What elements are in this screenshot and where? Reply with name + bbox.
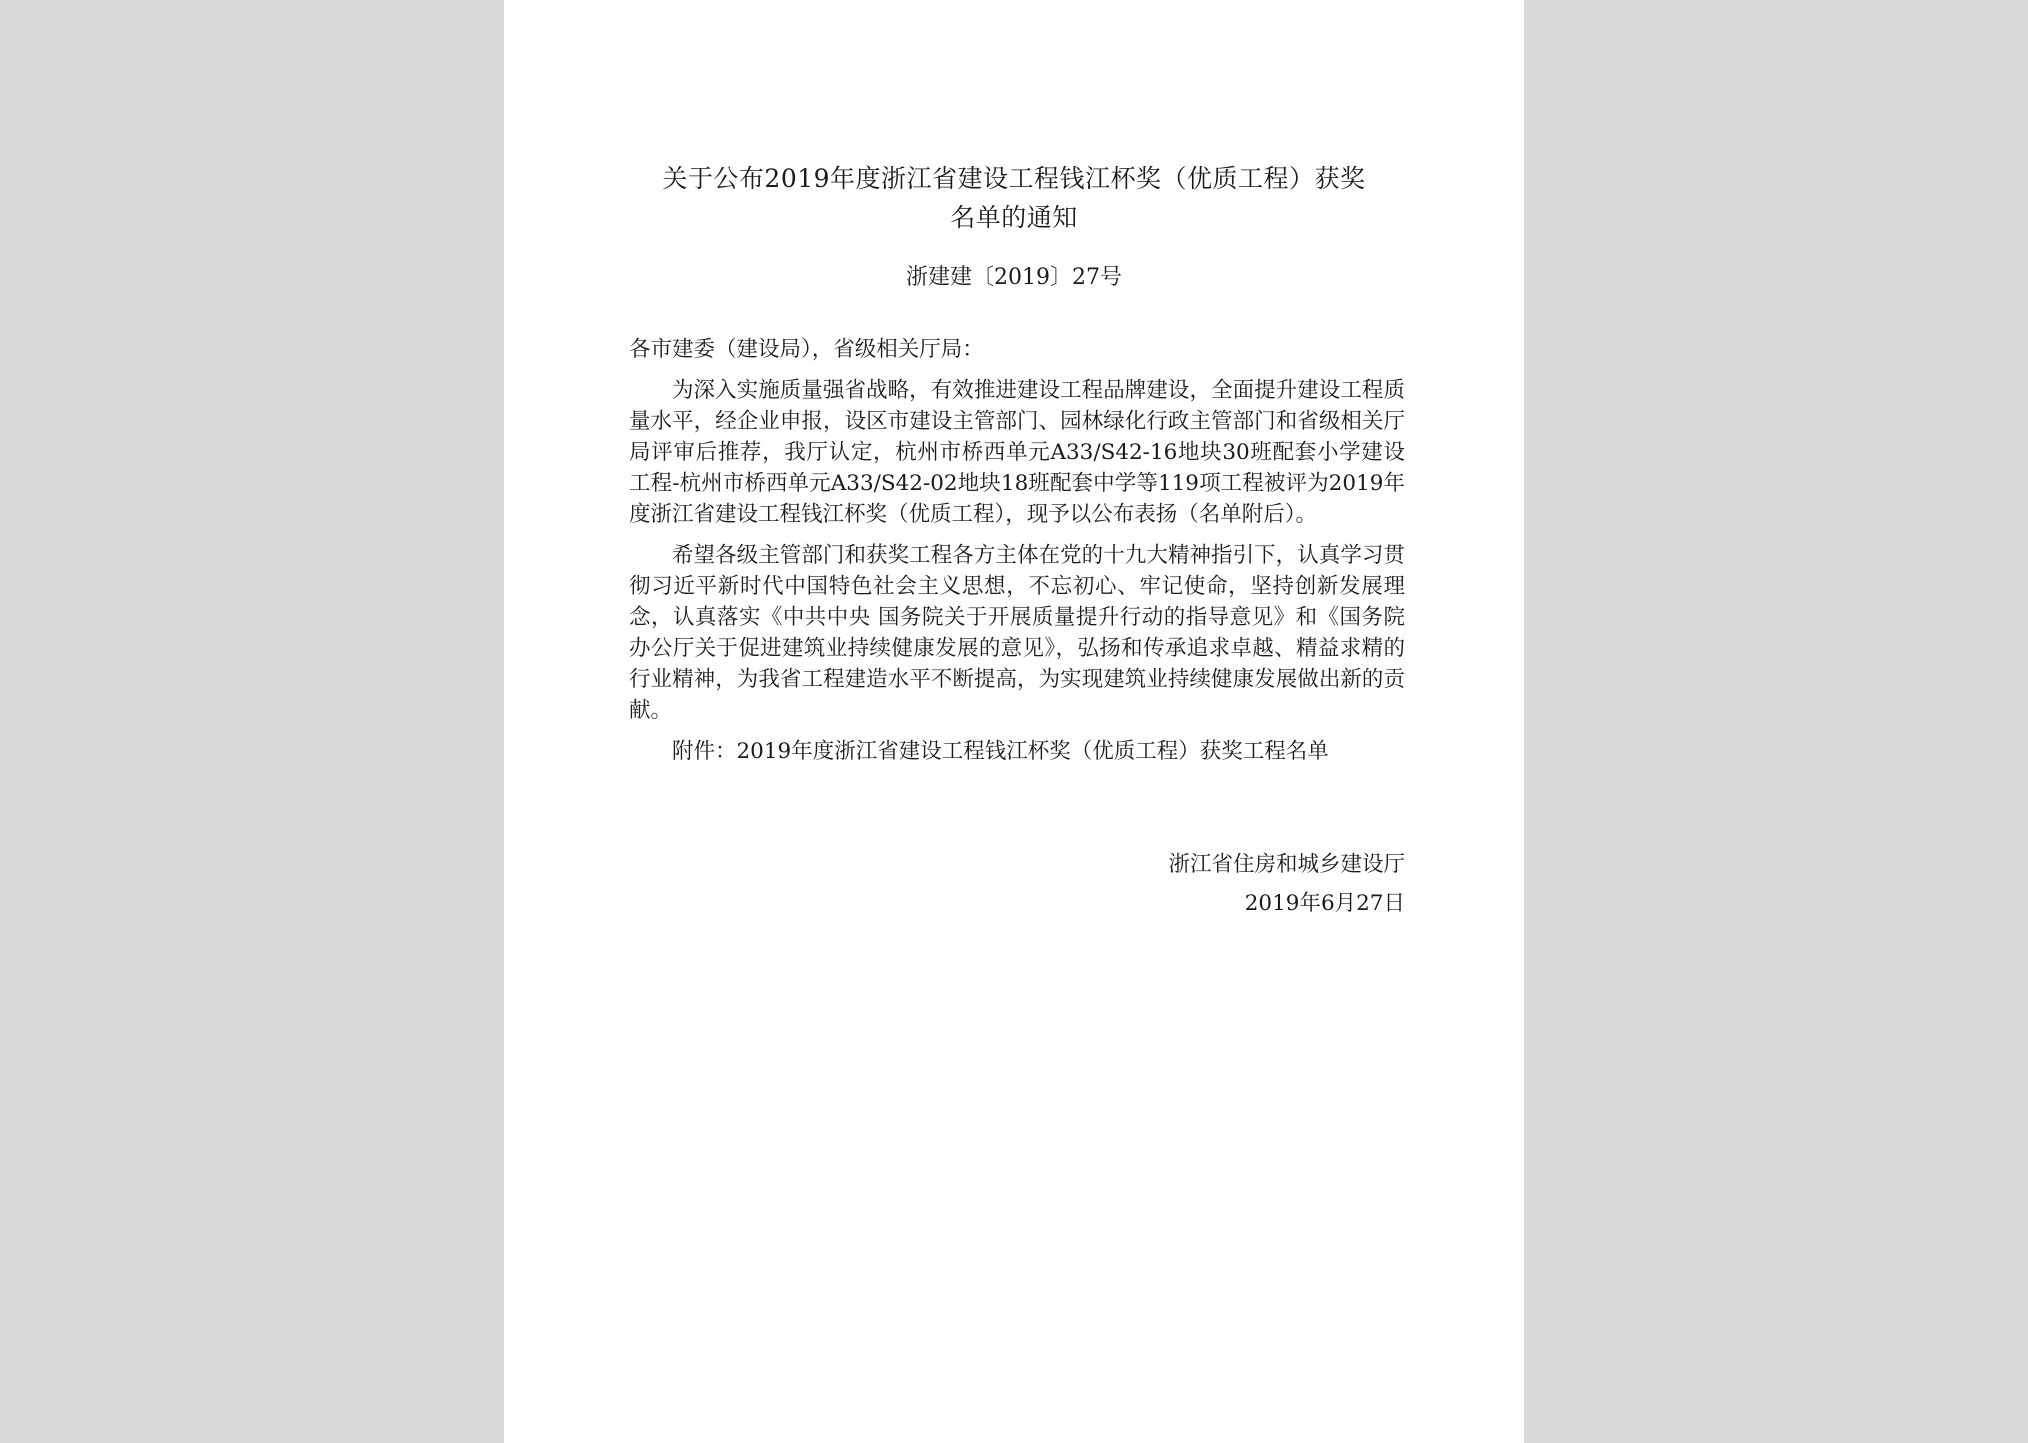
title-line-1: 关于公布2019年度浙江省建设工程钱江杯奖（优质工程）获奖 [662,164,1366,193]
attachment-note: 附件：2019年度浙江省建设工程钱江杯奖（优质工程）获奖工程名单 [672,739,1329,764]
paragraph-1: 为深入实施质量强省战略，有效推进建设工程品牌建设，全面提升建设工程质量水平，经企业申报，设区市建设主管部门、园林绿化行政主管部门和省级相关厅局评审后推荐，我厅认定，杭州市桥西单元A33/S42-16地块30班配套小学建设工程-杭州市桥西单元A33/S42-02地块18班配套中学等119项工程被评为2019年度浙江省建设工程钱江杯奖（优质工程），现予以公布表扬（名单附后）。 [629,378,1405,527]
document-number: 浙建建〔2019〕27号 [906,265,1122,290]
document-title [544,159,1484,237]
document-page [504,0,1524,1443]
issuer: 浙江省住房和城乡建设厅 [1168,852,1405,877]
paragraph-2: 希望各级主管部门和获奖工程各方主体在党的十九大精神指引下，认真学习贯彻习近平新时代中国特色社会主义思想，不忘初心、牢记使命，坚持创新发展理念，认真落实《中共中央 国务院关于开展质量提升行动的指导意见》和《国务院办公厅关于促进建筑业持续健康发展的意见》，弘扬和传承追求卓越、精益求精的行业精神，为我省工程建造水平不断提高，为实现建筑业持续健康发展做出新的贡献。 [629,543,1405,723]
document-body [629,334,1405,777]
signature-block [1168,845,1405,923]
issue-date: 2019年6月27日 [1244,891,1405,916]
title-line-2: 名单的通知 [950,203,1078,232]
salutation: 各市建委（建设局），省级相关厅局： [629,337,984,362]
